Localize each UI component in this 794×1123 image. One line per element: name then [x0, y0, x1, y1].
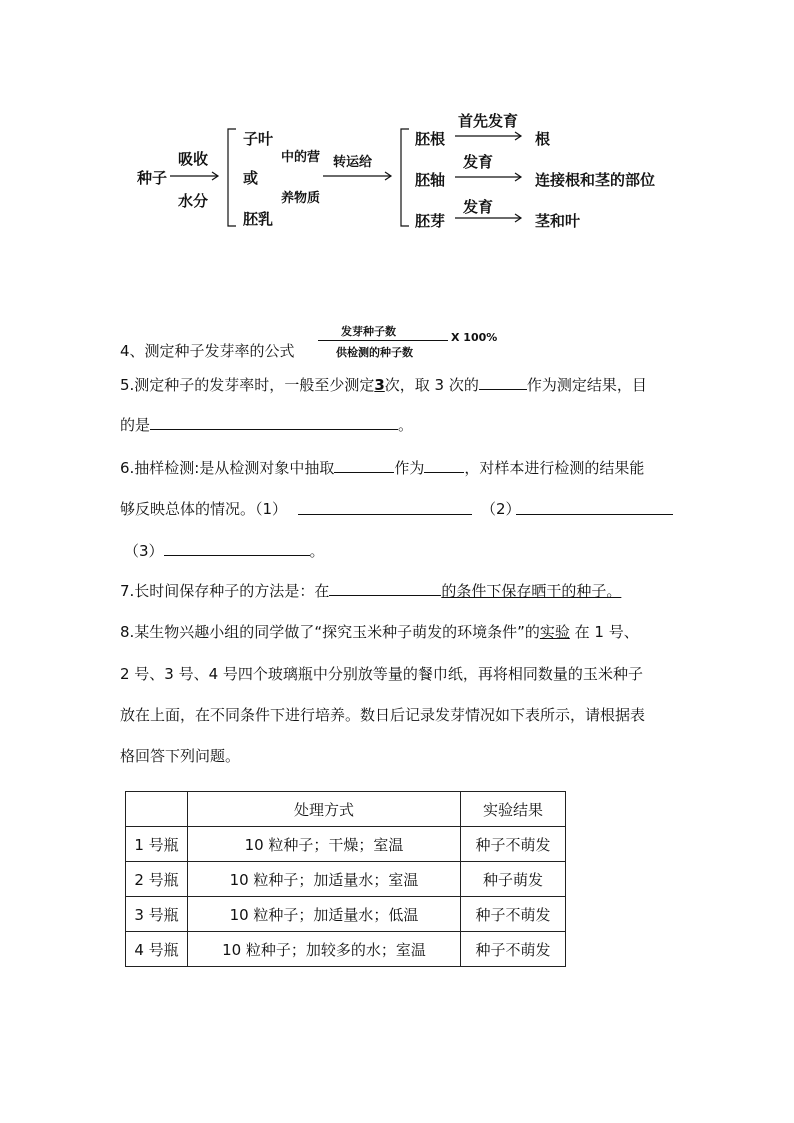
- diagram-transport: 转运给: [333, 155, 373, 170]
- q5-text-c: 作为测定结果，目: [526, 376, 647, 394]
- table-row: [126, 862, 566, 897]
- table-cell: 10 粒种子；加适量水；低温: [188, 897, 461, 932]
- table-row: [126, 932, 566, 967]
- diagram-develop-first: 首先发育: [458, 112, 519, 130]
- q7-text-a: 7.长时间保存种子的方法是：在: [120, 582, 330, 600]
- q8-line4: 格回答下列问题。: [120, 747, 241, 765]
- q4-numerator: 发芽种子数: [341, 325, 396, 338]
- diagram-radicle: 胚根: [415, 130, 446, 148]
- table-cell: 2 号瓶: [126, 862, 188, 897]
- table-cell: 种子不萌发: [461, 827, 566, 862]
- q6-blank-p3[interactable]: [164, 541, 310, 556]
- diagram-water: 水分: [178, 192, 209, 210]
- diagram-develop-2: 发育: [463, 198, 494, 216]
- question-7: [120, 580, 621, 601]
- diagram-seed: 种子: [137, 169, 168, 187]
- q5-text-d: 的是: [120, 416, 151, 434]
- q4-denominator: 供检测的种子数: [336, 346, 413, 359]
- table-row: [126, 897, 566, 932]
- diagram-nutrient-1: 中的营: [281, 150, 321, 165]
- q5-filled-count: 3: [374, 376, 385, 394]
- table-cell: 种子不萌发: [461, 897, 566, 932]
- q5-blank-2[interactable]: [150, 415, 398, 430]
- experiment-table: [125, 791, 566, 967]
- q7-blank[interactable]: [329, 581, 441, 596]
- table-header-row: [126, 792, 566, 827]
- diagram-connect: 连接根和茎的部位: [535, 171, 656, 189]
- q6-end: 。: [309, 542, 325, 560]
- q5-text-b: 次，取 3 次的: [384, 376, 479, 394]
- q8-line2: 2 号、3 号、4 号四个玻璃瓶中分别放等量的餐巾纸，再将相同数量的玉米种子: [120, 665, 643, 683]
- table-cell: 10 粒种子；加较多的水；室温: [188, 932, 461, 967]
- diagram-develop-1: 发育: [463, 153, 494, 171]
- table-cell: 种子萌发: [461, 862, 566, 897]
- table-cell: 4 号瓶: [126, 932, 188, 967]
- q6-text-b: 作为: [394, 459, 425, 477]
- q6-p1: （1）: [255, 500, 288, 518]
- table-header-cell: 实验结果: [461, 792, 566, 827]
- q5-text-a: 5.测定种子的发芽率时，一般至少测定: [120, 376, 375, 394]
- diagram-plumule: 胚芽: [415, 212, 446, 230]
- q6-p3: （3）: [124, 542, 164, 560]
- q6-p2: （2）: [481, 500, 521, 518]
- q5-blank-1[interactable]: [479, 375, 527, 390]
- q6-blank-1[interactable]: [334, 458, 394, 473]
- diagram-cotyledon: 子叶: [243, 130, 274, 148]
- table-cell: 1 号瓶: [126, 827, 188, 862]
- diagram-hypocotyl: 胚轴: [415, 171, 446, 189]
- q8-line3: 放在上面，在不同条件下进行培养。数日后记录发芽情况如下表所示，请根据表: [120, 706, 646, 724]
- q8-line1-b: 在 1 号、: [569, 623, 639, 641]
- q6-blank-2[interactable]: [424, 458, 464, 473]
- q6-text-d: 够反映总体的情况。: [120, 500, 256, 518]
- q8-line1-a: 8.某生物兴趣小组的同学做了“探究玉米种子萌发的环境条件”的: [120, 623, 540, 641]
- q4-prefix: 4、测定种子发芽率的公式: [120, 342, 295, 360]
- table-cell: 种子不萌发: [461, 932, 566, 967]
- fraction-bar: [318, 340, 448, 341]
- q6-blank-p1[interactable]: [298, 500, 472, 515]
- q6-text-c: ，对样本进行检测的结果能: [464, 459, 645, 477]
- q5-end: 。: [398, 416, 414, 434]
- q4-times: X 100%: [451, 331, 498, 344]
- diagram-root: 根: [535, 130, 551, 148]
- table-cell: 10 粒种子；干燥；室温: [188, 827, 461, 862]
- table-row: [126, 827, 566, 862]
- q7-text-b: 的条件下保存晒干的种子。: [441, 582, 622, 600]
- diagram-absorb: 吸收: [178, 150, 209, 168]
- diagram-lines: [0, 0, 794, 260]
- diagram-endosperm: 胚乳: [243, 210, 274, 228]
- table-cell: 3 号瓶: [126, 897, 188, 932]
- table-header-cell: 处理方式: [188, 792, 461, 827]
- diagram-nutrient-2: 养物质: [281, 191, 321, 206]
- diagram-stem-leaf: 茎和叶: [535, 212, 581, 230]
- diagram-or: 或: [243, 169, 259, 187]
- q6-blank-p2[interactable]: [516, 500, 673, 515]
- table-cell: 10 粒种子；加适量水；室温: [188, 862, 461, 897]
- q6-text-a: 6.抽样检测:是从检测对象中抽取: [120, 459, 335, 477]
- q8-line1-underlined: 实验: [539, 623, 570, 641]
- table-header-cell: [126, 792, 188, 827]
